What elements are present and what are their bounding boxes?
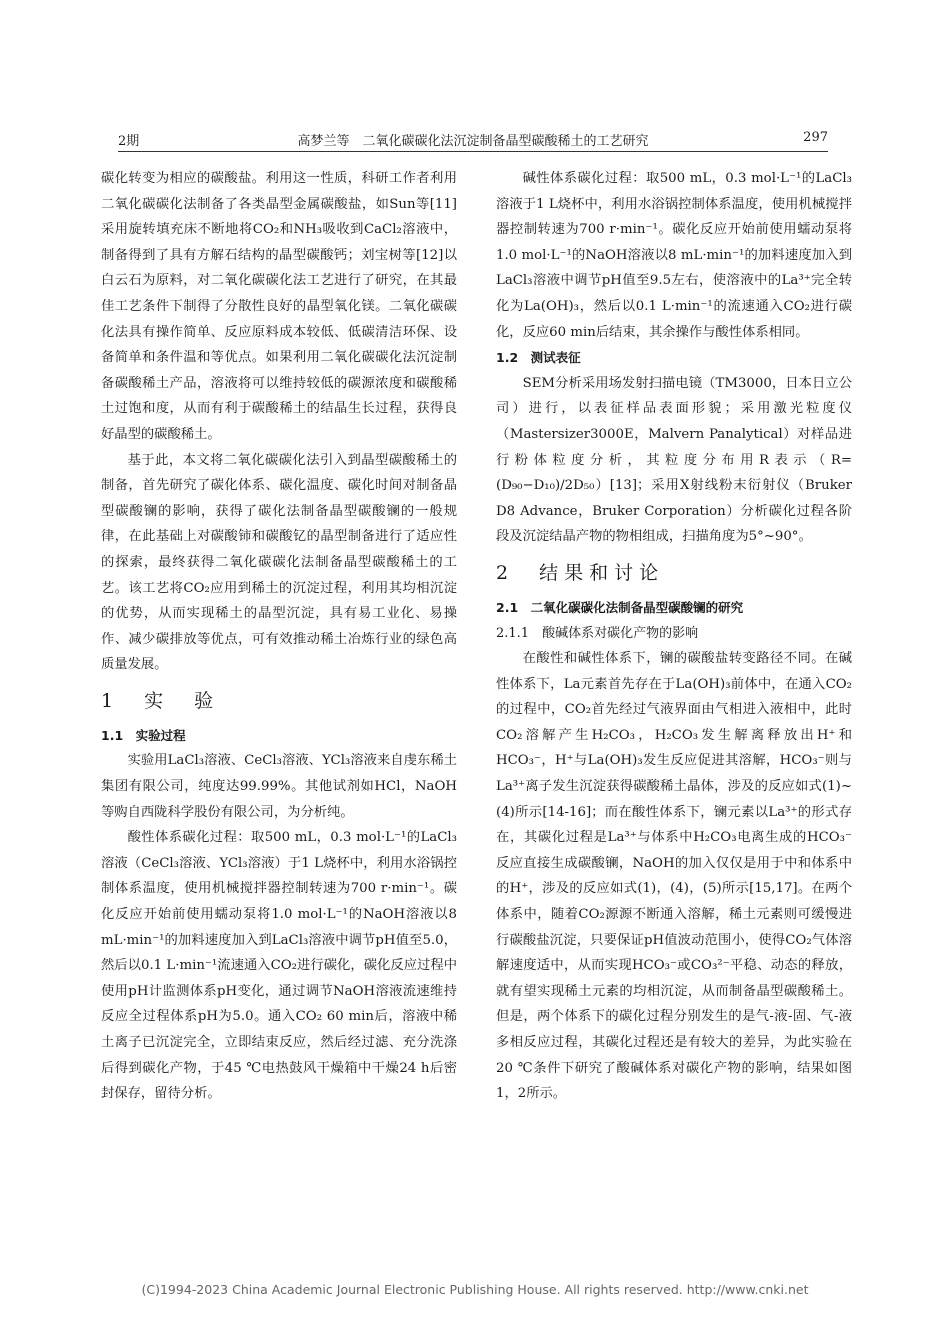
paragraph-acidic-carbonation: 酸性体系碳化过程：取500 mL，0.3 mol·L⁻¹的LaCl₃溶液（CeCl₃溶液、YCl₃溶液）于1 L烧杯中，利用水浴锅控制体系温度，使用机械搅拌器控制转速为700 r·min⁻¹。碳化反应开始前使用蠕动泵将1.0 mol·L⁻¹的NaOH溶液以8 mL·min⁻¹的加料速度加入到LaCl₃溶液中调节pH值至5.0，然后以0.1 L·min⁻¹流速通入CO₂进行碳化，碳化反应过程中使用pH计监测体系pH变化，通过调节NaOH溶液流速维持反应全过程体系pH为5.0。通入CO₂ 60 min后，溶液中稀土离子已沉淀完全，立即结束反应，然后经过滤、充分洗涤后得到碳化产物，于45 ℃电热鼓风干燥箱中干燥24 h后密封保存，留待分析。 bbox=[101, 830, 457, 1102]
subsection-heading-lanthanum: 2.1 二氧化碳碳化法制备晶型碳酸镧的研究 bbox=[496, 599, 744, 615]
header-rule bbox=[118, 151, 828, 152]
right-column bbox=[496, 166, 852, 1107]
paragraph-characterization: SEM分析采用场发射扫描电镜（TM3000，日本日立公司）进行，以表征样品表面形貌；采用激光粒度仪（Mastersizer3000E，Malvern Panalytical）对样品进行粉体粒度分析，其粒度分布用R表示（R=(D₉₀−D₁₀)/2D₅₀）[13]；采用X射线粉末衍射仪（Bruker D8 Advance，Bruker Corporation）分析碳化过程各阶段及沉淀结晶产物的物相组成，扫描角度为5°~90°。 bbox=[496, 375, 852, 545]
subsection-heading-procedure: 1.1 实验过程 bbox=[101, 727, 186, 743]
issue-number: 2期 bbox=[118, 134, 140, 149]
paragraph-aim: 基于此，本文将二氧化碳碳化法引入到晶型碳酸稀土的制备，首先研究了碳化体系、碳化温度、碳化时间对制备晶型碳酸镧的影响，获得了碳化法制备晶型碳酸镧的一般规律，在此基础上对碳酸铈和碳酸钇的晶型制备进行了适应性的探索，最终获得二氧化碳碳化法制备晶型碳酸稀土的工艺。该工艺将CO₂应用到稀土的沉淀过程，利用其均相沉淀的优势，从而实现稀土的晶型沉淀，具有易工业化、易操作、减少碳排放等优点，可有效推动稀土冶炼行业的绿色高质量发展。 bbox=[101, 452, 457, 673]
subsection-heading-characterization: 1.2 测试表征 bbox=[496, 350, 581, 366]
paragraph-acid-base-discussion: 在酸性和碱性体系下，镧的碳酸盐转变路径不同。在碱性体系下，La元素首先存在于La(OH)₃前体中，在通入CO₂的过程中，CO₂首先经过气液界面由气相进入液相中，此时CO₂溶解产生H₂CO₃，H₂CO₃发生解离释放出H⁺和HCO₃⁻，H⁺与La(OH)₃发生反应促进其溶解，HCO₃⁻则与La³⁺离子发生沉淀获得碳酸稀土晶体，涉及的反应如式(1)~(4)所示[14-16]；而在酸性体系下，镧元素以La³⁺的形式存在，其碳化过程是La³⁺与体系中H₂CO₃电离生成的HCO₃⁻反应直接生成碳酸镧，NaOH的加入仅仅是用于中和体系中的H⁺，涉及的反应如式(1)，(4)，(5)所示[15,17]。在两个体系中，随着CO₂源源不断通入溶解，稀土元素则可缓慢进行碳酸盐沉淀，只要保证pH值波动范围小，使得CO₂气体溶解速度适中，从而实现HCO₃⁻或CO₃²⁻平稳、动态的释放，就有望实现稀土元素的均相沉淀，从而制备晶型碳酸稀土。但是，两个体系下的碳化过程分别发生的是气-液-固、气-液多相反应过程，其碳化过程还是有较大的差异，为此实验在20 ℃条件下研究了酸碱体系对碳化产物的影响，结果如图1，2所示。 bbox=[496, 651, 852, 1102]
running-header bbox=[118, 130, 828, 150]
paragraph-materials: 实验用LaCl₃溶液、CeCl₃溶液、YCl₃溶液来自虔东稀土集团有限公司，纯度达99.99%。其他试剂如HCl，NaOH等购自西陇科学股份有限公司，为分析纯。 bbox=[101, 753, 457, 820]
page-number: 297 bbox=[803, 130, 828, 145]
copyright-footer: (C)1994-2023 China Academic Journal Electronic Publishing House. All rights reserved. http://www.cnki.net bbox=[141, 1282, 809, 1297]
paragraph-intro-continued: 碳化转变为相应的碳酸盐。利用这一性质，科研工作者利用二氧化碳碳化法制备了各类晶型金属碳酸盐，如Sun等[11]采用旋转填充床不断地将CO₂和NH₃吸收到CaCl₂溶液中，制备得到了具有方解石结构的晶型碳酸钙；刘宝树等[12]以白云石为原料，对二氧化碳碳化法工艺进行了研究，在其最佳工艺条件下制得了分散性良好的晶型氧化镁。二氧化碳碳化法具有操作简单、反应原料成本较低、低碳清洁环保、设备简单和条件温和等优点。如果利用二氧化碳碳化法沉淀制备碳酸稀土产品，溶液将可以维持较低的碳源浓度和碳酸稀土过饱和度，从而有利于碳酸稀土的结晶生长过程，获得良好晶型的碳酸稀土。 bbox=[101, 171, 457, 442]
subsubsection-heading-acid-base: 2.1.1 酸碱体系对碳化产物的影响 bbox=[496, 625, 699, 641]
paragraph-alkaline-carbonation: 碱性体系碳化过程：取500 mL，0.3 mol·L⁻¹的LaCl₃溶液于1 L烧杯中，利用水浴锅控制体系温度，使用机械搅拌器控制转速为700 r·min⁻¹。碳化反应开始前使用蠕动泵将1.0 mol·L⁻¹的NaOH溶液以8 mL·min⁻¹的加料速度加入到LaCl₃溶液中调节pH值至9.5左右，使溶液中的La³⁺完全转化为La(OH)₃，然后以0.1 L·min⁻¹的流速通入CO₂进行碳化，反应60 min后结束，其余操作与酸性体系相同。 bbox=[496, 171, 852, 340]
running-title: 高梦兰等 二氧化碳碳化法沉淀制备晶型碳酸稀土的工艺研究 bbox=[297, 134, 649, 149]
left-column bbox=[101, 166, 457, 1107]
section-heading-results: 2 结果和讨论 bbox=[496, 561, 665, 584]
section-heading-experiment: 1 实 验 bbox=[101, 689, 220, 712]
